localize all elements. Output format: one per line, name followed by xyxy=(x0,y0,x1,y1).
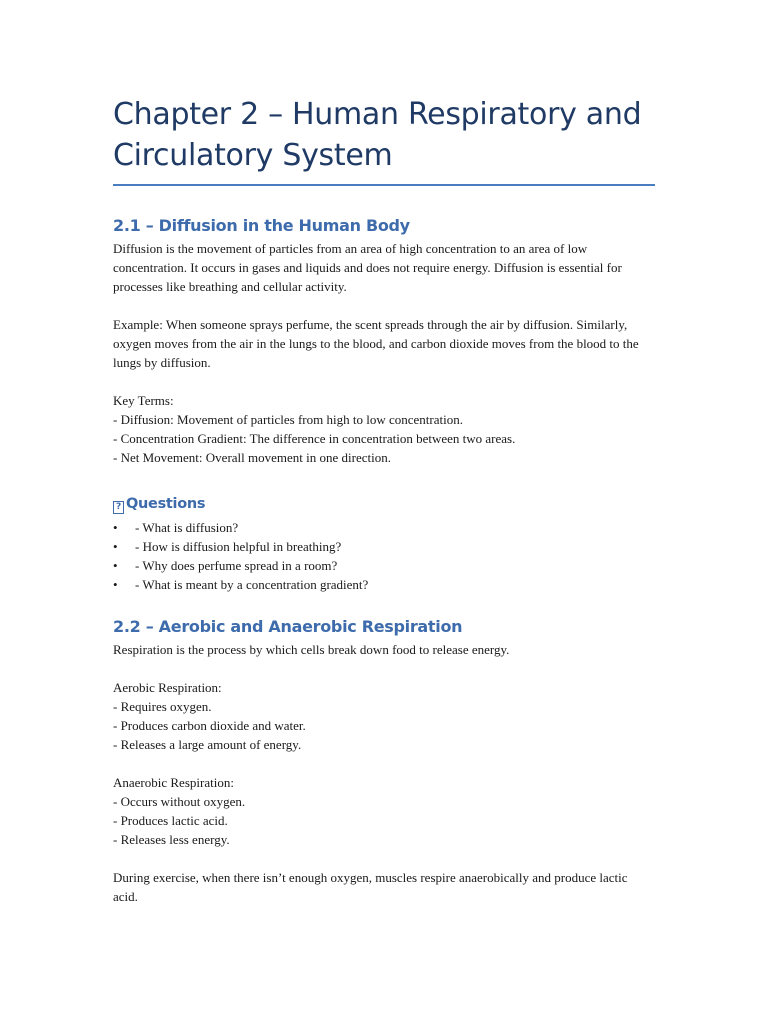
list-item xyxy=(113,556,655,575)
aerobic-item: - Requires oxygen. xyxy=(113,699,212,714)
questions-heading-label: Questions xyxy=(126,496,206,512)
section-heading-respiration: 2.2 – Aerobic and Anaerobic Respiration xyxy=(113,617,463,636)
paragraph-exercise: During exercise, when there isn’t enough oxygen, muscles respire anaerobically and produce lactic acid. xyxy=(113,870,628,904)
bullet-icon: • xyxy=(113,577,118,592)
section-heading-diffusion: 2.1 – Diffusion in the Human Body xyxy=(113,216,410,235)
question-text: - Why does perfume spread in a room? xyxy=(135,558,338,573)
key-terms-label: Key Terms: xyxy=(113,393,174,408)
anaerobic-item: - Releases less energy. xyxy=(113,832,230,847)
list-item xyxy=(113,518,655,537)
paragraph-diffusion-example: Example: When someone sprays perfume, the scent spreads through the air by diffusion. Similarly, oxygen moves from the air in the lungs to the blood, and carbon dioxide moves from the blood to the lungs by diffusion. xyxy=(113,317,639,370)
list-item xyxy=(113,575,655,594)
question-text: - What is diffusion? xyxy=(135,520,239,535)
bullet-icon: • xyxy=(113,539,118,554)
bullet-icon: • xyxy=(113,558,118,573)
paragraph-respiration-intro: Respiration is the process by which cells break down food to release energy. xyxy=(113,642,510,657)
page-title: Chapter 2 – Human Respiratory and Circulatory System xyxy=(113,94,655,186)
question-text: - What is meant by a concentration gradient? xyxy=(135,577,369,592)
key-term-item: - Diffusion: Movement of particles from high to low concentration. xyxy=(113,412,463,427)
key-term-item: - Net Movement: Overall movement in one direction. xyxy=(113,450,391,465)
questions-list xyxy=(113,518,655,594)
key-term-item: - Concentration Gradient: The difference in concentration between two areas. xyxy=(113,431,516,446)
anaerobic-item: - Produces lactic acid. xyxy=(113,813,228,828)
bullet-icon: • xyxy=(113,520,118,535)
aerobic-item: - Produces carbon dioxide and water. xyxy=(113,718,306,733)
aerobic-item: - Releases a large amount of energy. xyxy=(113,737,302,752)
aerobic-label: Aerobic Respiration: xyxy=(113,680,222,695)
list-item xyxy=(113,537,655,556)
anaerobic-item: - Occurs without oxygen. xyxy=(113,794,246,809)
question-box-icon: ? xyxy=(113,501,124,514)
question-text: - How is diffusion helpful in breathing? xyxy=(135,539,342,554)
questions-heading xyxy=(113,493,655,515)
document-page xyxy=(113,94,655,906)
anaerobic-label: Anaerobic Respiration: xyxy=(113,775,234,790)
paragraph-diffusion-definition: Diffusion is the movement of particles from an area of high concentration to an area of low concentration. It occurs in gases and liquids and does not require energy. Diffusion is essential for processes like breathing and cellular activity. xyxy=(113,241,622,294)
